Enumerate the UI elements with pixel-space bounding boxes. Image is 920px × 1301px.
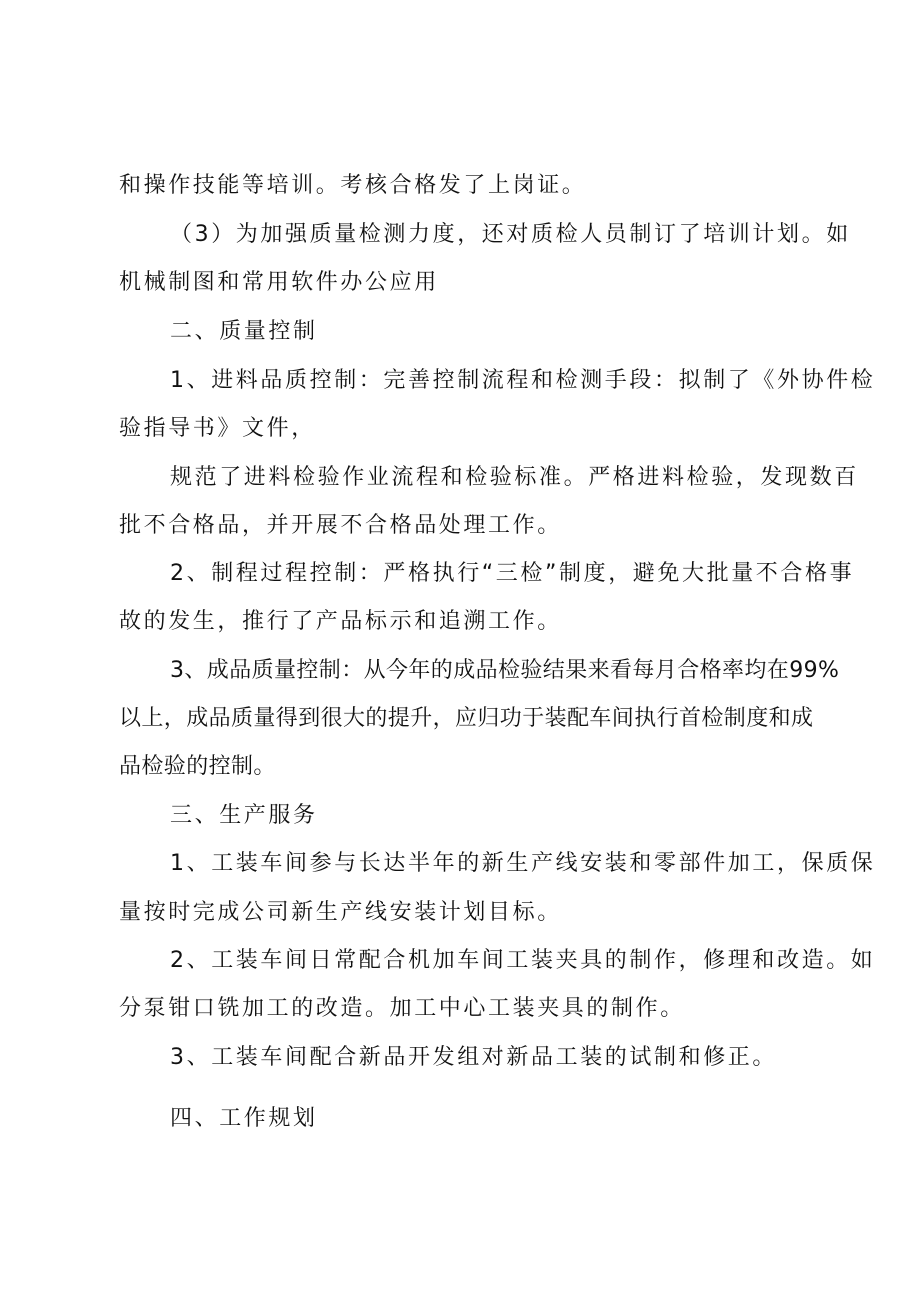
- paragraph-incoming-inspection-process: 规范了进料检验作业流程和检验标准。严格进料检验，发现数百: [170, 465, 859, 490]
- section-heading-work-plan: 四、工作规划: [170, 1106, 318, 1131]
- paragraph-tooling-fixtures: 2、工装车间日常配合机加车间工装夹具的制作，修理和改造。如: [170, 948, 876, 973]
- paragraph-tooling-workshop-line-cont: 量按时完成公司新生产线安装计划目标。: [119, 900, 562, 925]
- paragraph-tooling-workshop-line: 1、工装车间参与长达半年的新生产线安装和零部件加工，保质保: [170, 851, 876, 876]
- paragraph-finished-product-control-end: 品检验的控制。: [119, 754, 276, 779]
- paragraph-quality-inspection-training: （3）为加强质量检测力度，还对质检人员制订了培训计划。如: [170, 222, 851, 247]
- paragraph-continuation-training: 和操作技能等培训。考核合格发了上岗证。: [119, 173, 587, 198]
- paragraph-incoming-inspection-process-cont: 批不合格品，并开展不合格品处理工作。: [119, 513, 562, 538]
- paragraph-finished-product-control: 3、成品质量控制：从今年的成品检验结果来看每月合格率均在99%: [170, 658, 840, 683]
- paragraph-incoming-material-control: 1、进料品质控制：完善控制流程和检测手段：拟制了《外协件检: [170, 368, 876, 393]
- section-heading-quality-control: 二、质量控制: [170, 319, 318, 344]
- paragraph-quality-inspection-training-cont: 机械制图和常用软件办公应用: [119, 270, 439, 295]
- paragraph-finished-product-control-cont: 以上，成品质量得到很大的提升，应归功于装配车间执行首检制度和成: [119, 706, 814, 731]
- paragraph-tooling-fixtures-cont: 分泵钳口铣加工的改造。加工中心工装夹具的制作。: [119, 996, 685, 1021]
- section-heading-production-service: 三、生产服务: [170, 803, 318, 828]
- paragraph-process-control-cont: 故的发生，推行了产品标示和追溯工作。: [119, 609, 562, 634]
- paragraph-incoming-material-control-cont: 验指导书》文件，: [119, 416, 316, 441]
- paragraph-process-control: 2、制程过程控制：严格执行“三检”制度，避免大批量不合格事: [170, 561, 855, 586]
- paragraph-new-product-tooling: 3、工装车间配合新品开发组对新品工装的试制和修正。: [170, 1045, 777, 1070]
